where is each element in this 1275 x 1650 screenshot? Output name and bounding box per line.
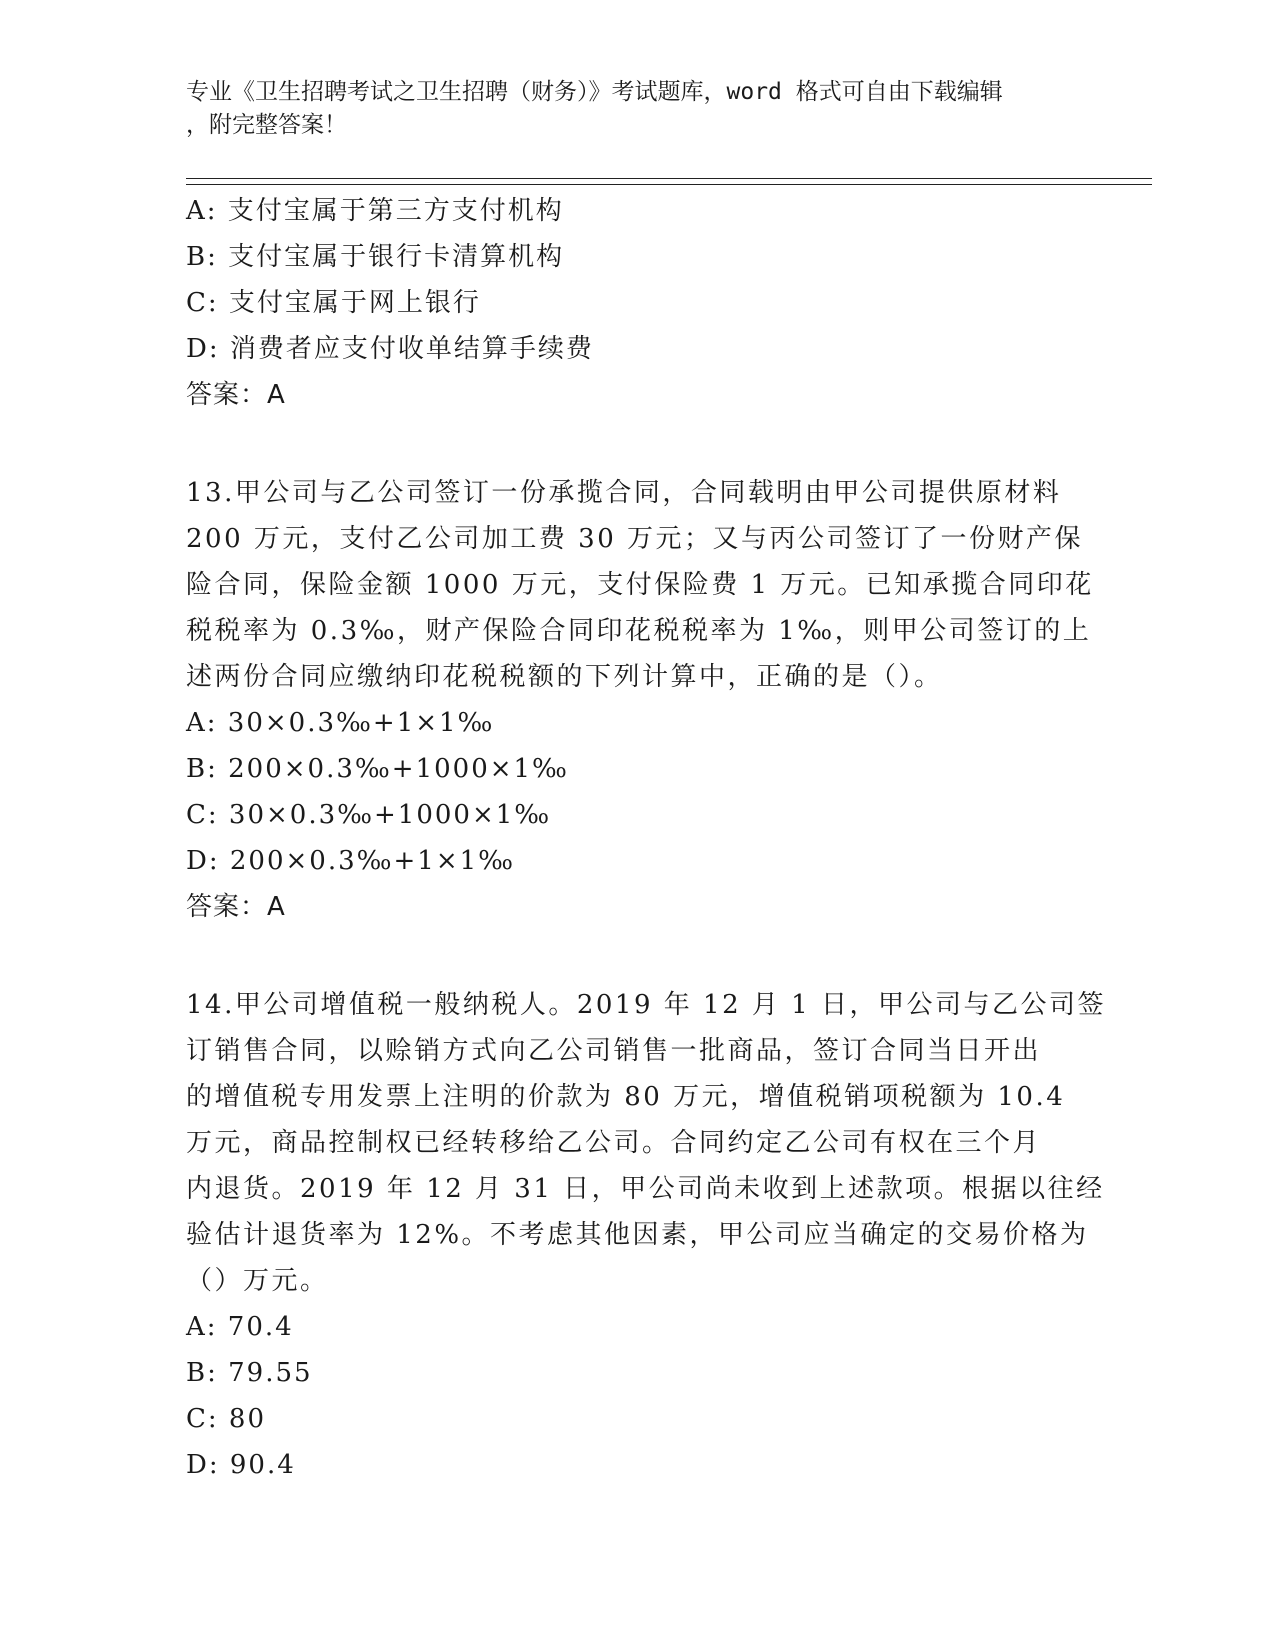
question-text-line: 验估计退货率为 12%。不考虑其他因素，甲公司应当确定的交易价格为 — [186, 1220, 1089, 1250]
option-b: B: 支付宝属于银行卡清算机构 — [186, 242, 565, 272]
question-14 — [186, 982, 1106, 1488]
answer-line: 答案：A — [186, 380, 286, 410]
option-d: D: 消费者应支付收单结算手续费 — [186, 334, 594, 364]
option-a: A: 70.4 — [186, 1312, 294, 1342]
question-text-line: 订销售合同，以赊销方式向乙公司销售一批商品，签订合同当日开出 — [186, 1036, 1042, 1066]
answer-line: 答案：A — [186, 892, 286, 922]
document-header — [186, 76, 1086, 142]
header-line-1: 专业《卫生招聘考试之卫生招聘（财务）》考试题库，word 格式可自由下载编辑 — [186, 79, 1003, 105]
option-a: A: 支付宝属于第三方支付机构 — [186, 196, 564, 226]
question-text-line: 14.甲公司增值税一般纳税人。2019 年 12 月 1 日，甲公司与乙公司签 — [186, 990, 1106, 1020]
question-text-line: 税税率为 0.3‰，财产保险合同印花税税率为 1‰，则甲公司签订的上 — [186, 616, 1092, 646]
option-c: C: 支付宝属于网上银行 — [186, 288, 481, 318]
option-b: B: 79.55 — [186, 1358, 313, 1388]
option-a: A: 30×0.3‰+1×1‰ — [186, 708, 495, 738]
option-c: C: 80 — [186, 1404, 267, 1434]
option-d: D: 90.4 — [186, 1450, 296, 1480]
header-rule-top — [186, 178, 1152, 179]
question-12-tail — [186, 188, 1086, 418]
document-body — [186, 188, 1106, 1488]
question-text-line: 述两份合同应缴纳印花税税额的下列计算中，正确的是（）。 — [186, 662, 943, 692]
question-text-line: 200 万元，支付乙公司加工费 30 万元；又与丙公司签订了一份财产保 — [186, 524, 1084, 554]
question-text-line: 内退货。2019 年 12 月 31 日，甲公司尚未收到上述款项。根据以往经 — [186, 1174, 1105, 1204]
question-text-line: 的增值税专用发票上注明的价款为 80 万元，增值税销项税额为 10.4 — [186, 1082, 1066, 1112]
option-c: C: 30×0.3‰+1000×1‰ — [186, 800, 552, 830]
option-b: B: 200×0.3‰+1000×1‰ — [186, 754, 569, 784]
question-text-line: 万元，商品控制权已经转移给乙公司。合同约定乙公司有权在三个月 — [186, 1128, 1042, 1158]
header-line-2: ，附完整答案！ — [186, 112, 347, 138]
option-d: D: 200×0.3‰+1×1‰ — [186, 846, 516, 876]
question-13 — [186, 470, 1094, 930]
question-text-line: 13.甲公司与乙公司签订一份承揽合同，合同载明由甲公司提供原材料 — [186, 478, 1062, 508]
question-text-line: （）万元。 — [186, 1266, 329, 1296]
question-text-line: 险合同，保险金额 1000 万元，支付保险费 1 万元。已知承揽合同印花 — [186, 570, 1094, 600]
header-rule-bottom — [186, 184, 1152, 185]
